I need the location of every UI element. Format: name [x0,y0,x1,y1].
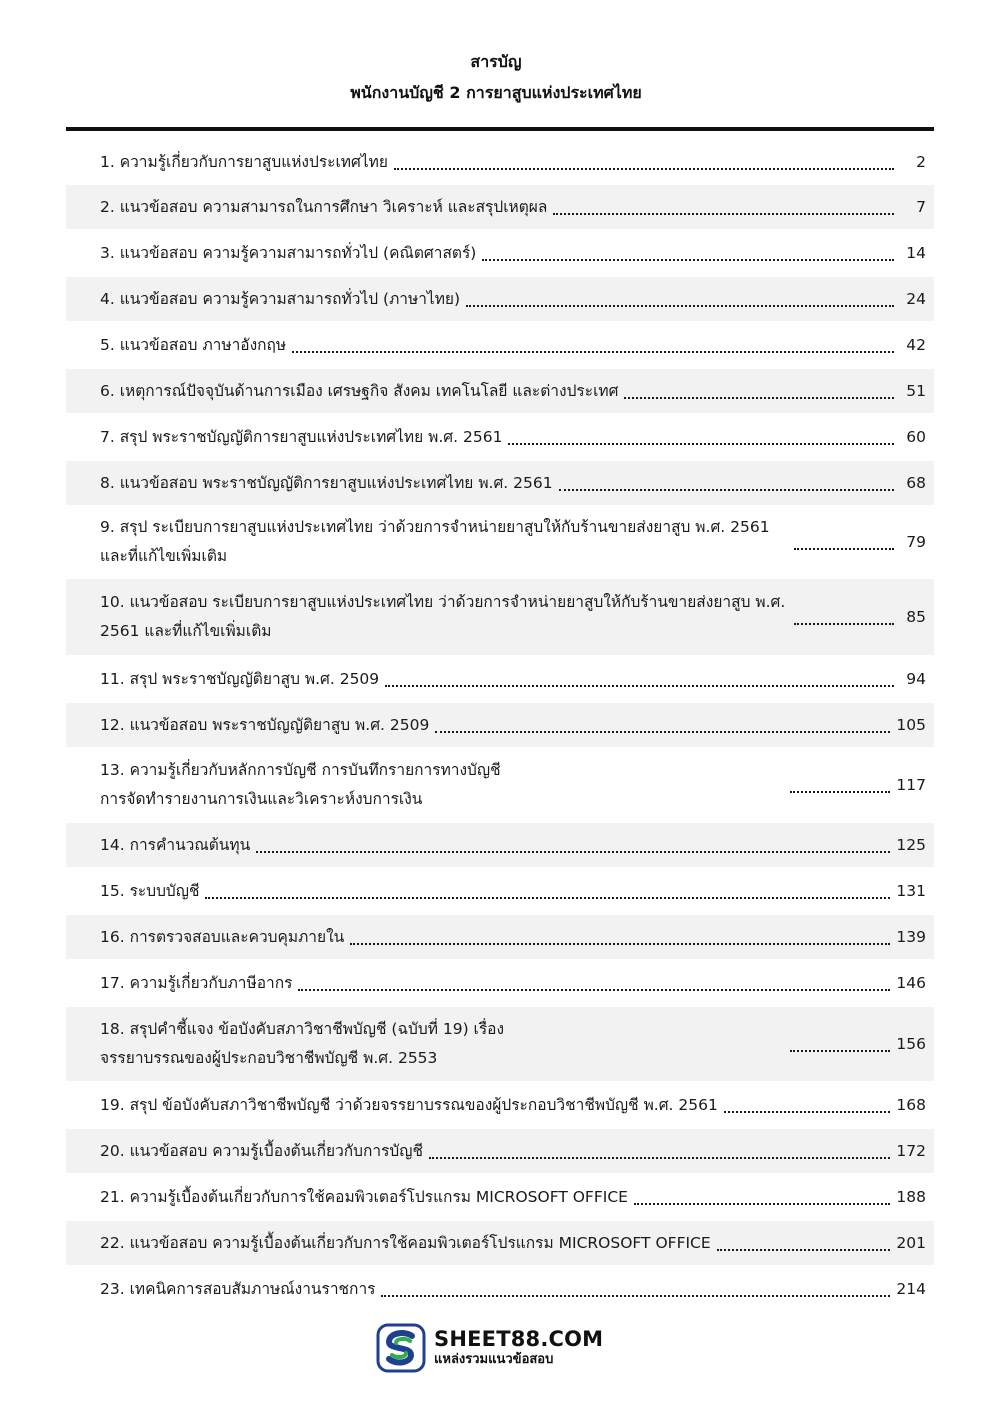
dot-leader [790,1050,890,1052]
toc-entry-10[interactable] [66,579,934,655]
dot-leader [794,548,894,550]
dot-leader [790,791,890,793]
toc-entry-8[interactable] [66,461,934,505]
toc-entry-page: 42 [906,335,926,354]
toc-entry-label: 3. แนวข้อสอบ ความรู้ความสามารถทั่วไป (คณิตศาสตร์) [100,243,477,262]
dot-leader [553,213,894,215]
toc-entry-page: 172 [896,1141,926,1160]
toc-entry-label: 4. แนวข้อสอบ ความรู้ความสามารถทั่วไป (ภาษาไทย) [100,289,461,308]
toc-entry-label: 12. แนวข้อสอบ พระราชบัญญัติยาสูบ พ.ศ. 2509 [100,715,430,734]
toc-entry-11[interactable] [66,657,934,701]
toc-entry-label: 10. แนวข้อสอบ ระเบียบการยาสูบแห่งประเทศไทย ว่าด้วยการจำหน่ายยาสูบให้กับร้านขายส่งยาสูบ พ.ศ. 2561 และที่แก้ไขเพิ่มเติม [100,593,786,640]
toc-entry-page: 139 [896,927,926,946]
toc-entry-page: 168 [896,1095,926,1114]
toc-entry-label: 13. ความรู้เกี่ยวกับหลักการบัญชี การบันทึกรายการทางบัญชี การจัดทำรายงานการเงินและวิเคราะห์งบการเงิน [100,761,501,808]
toc-entry-page: 68 [906,473,926,492]
toc-entry-page: 94 [906,669,926,688]
toc-entry-page: 24 [906,289,926,308]
dot-leader [385,685,894,687]
toc-entry-19[interactable] [66,1083,934,1127]
dot-leader [559,489,894,491]
title-divider [66,127,934,131]
toc-entry-page: 51 [906,381,926,400]
toc-entry-4[interactable] [66,277,934,321]
toc-entry-6[interactable] [66,369,934,413]
toc-entry-label: 23. เทคนิคการสอบสัมภาษณ์งานราชการ [100,1279,376,1298]
toc-entry-5[interactable] [66,323,934,367]
dot-leader [624,397,894,399]
dot-leader [381,1295,890,1297]
dot-leader [435,731,890,733]
toc-entry-18[interactable] [66,1007,934,1081]
toc-entry-page: 60 [906,427,926,446]
toc-entry-page: 7 [916,197,926,216]
toc-entry-label: 5. แนวข้อสอบ ภาษาอังกฤษ [100,335,287,354]
dot-leader [298,989,890,991]
toc-entry-label: 14. การคำนวณต้นทุน [100,835,251,854]
toc-entry-page: 156 [896,1034,926,1053]
toc-entry-page: 146 [896,973,926,992]
toc-entry-label: 15. ระบบบัญชี [100,881,200,900]
toc-entry-15[interactable] [66,869,934,913]
dot-leader [482,259,894,261]
brand-tagline: แหล่งรวมแนวข้อสอบ [434,1352,554,1367]
toc-entry-page: 14 [906,243,926,262]
toc-entry-page: 188 [896,1187,926,1206]
dot-leader [508,443,894,445]
toc-entry-22[interactable] [66,1221,934,1265]
brand-name: SHEET88.COM [434,1327,604,1351]
brand-text [434,1327,603,1369]
toc-entry-21[interactable] [66,1175,934,1219]
dot-leader [724,1111,891,1113]
toc-entry-label: 1. ความรู้เกี่ยวกับการยาสูบแห่งประเทศไทย [100,152,388,171]
toc-entry-page: 2 [916,152,926,171]
toc-entry-16[interactable] [66,915,934,959]
toc-entry-label: 17. ความรู้เกี่ยวกับภาษีอากร [100,973,293,992]
toc-entry-label: 19. สรุป ข้อบังคับสภาวิชาชีพบัญชี ว่าด้วยจรรยาบรรณของผู้ประกอบวิชาชีพบัญชี พ.ศ. 2561 [100,1095,718,1114]
toc-entry-20[interactable] [66,1129,934,1173]
document-subtitle: พนักงานบัญชี 2 การยาสูบแห่งประเทศไทย [350,83,642,102]
toc-entry-23[interactable] [66,1267,934,1311]
toc-entry-page: 214 [896,1279,926,1298]
toc-entry-label: 8. แนวข้อสอบ พระราชบัญญัติการยาสูบแห่งประเทศไทย พ.ศ. 2561 [100,473,553,492]
toc-entry-label: 16. การตรวจสอบและควบคุมภายใน [100,927,345,946]
toc-entry-label: 22. แนวข้อสอบ ความรู้เบื้องต้นเกี่ยวกับการใช้คอมพิวเตอร์โปรแกรม MICROSOFT OFFICE [100,1233,711,1252]
toc-entry-page: 201 [896,1233,926,1252]
toc-entry-label: 9. สรุป ระเบียบการยาสูบแห่งประเทศไทย ว่าด้วยการจำหน่ายยาสูบให้กับร้านขายส่งยาสูบ พ.ศ. 2561 และที่แก้ไขเพิ่มเติม [100,518,770,565]
toc-entry-12[interactable] [66,703,934,747]
dot-leader [205,897,890,899]
toc-entry-2[interactable] [66,185,934,229]
toc-entry-3[interactable] [66,231,934,275]
dot-leader [394,168,894,170]
toc-entry-label: 6. เหตุการณ์ปัจจุบันด้านการเมือง เศรษฐกิจ สังคม เทคโนโลยี และต่างประเทศ [100,381,619,400]
sheet88-s-logo-icon [376,1323,426,1373]
toc-entry-1[interactable] [66,147,934,177]
dot-leader [634,1203,890,1205]
toc-entry-label: 11. สรุป พระราชบัญญัติยาสูบ พ.ศ. 2509 [100,669,380,688]
dot-leader [429,1157,890,1159]
dot-leader [256,851,890,853]
toc-entry-page: 131 [896,881,926,900]
dot-leader [350,943,890,945]
toc-entry-label: 2. แนวข้อสอบ ความสามารถในการศึกษา วิเคราะห์ และสรุปเหตุผล [100,197,548,216]
toc-entry-13[interactable] [66,749,934,821]
toc-entry-14[interactable] [66,823,934,867]
toc-entry-page: 125 [896,835,926,854]
toc-entry-label: 18. สรุปคำชี้แจง ข้อบังคับสภาวิชาชีพบัญชี (ฉบับที่ 19) เรื่อง จรรยาบรรณของผู้ประกอบวิชาชีพบัญชี พ.ศ. 2553 [100,1020,505,1067]
dot-leader [717,1249,891,1251]
toc-entry-label: 7. สรุป พระราชบัญญัติการยาสูบแห่งประเทศไทย พ.ศ. 2561 [100,427,503,446]
sheet88-logo [376,1322,616,1374]
toc-entry-7[interactable] [66,415,934,459]
toc-entry-page: 117 [896,775,926,794]
document-title: สารบัญ [470,52,522,71]
dot-leader [794,623,894,625]
toc-entry-page: 85 [906,607,926,626]
dot-leader [292,351,894,353]
toc-entry-9[interactable] [66,507,934,577]
toc-entry-page: 105 [896,715,926,734]
toc-entry-17[interactable] [66,961,934,1005]
toc-entry-label: 20. แนวข้อสอบ ความรู้เบื้องต้นเกี่ยวกับการบัญชี [100,1141,423,1160]
toc-entry-page: 79 [906,532,926,551]
dot-leader [466,305,894,307]
toc-entry-label: 21. ความรู้เบื้องต้นเกี่ยวกับการใช้คอมพิวเตอร์โปรแกรม MICROSOFT OFFICE [100,1187,628,1206]
